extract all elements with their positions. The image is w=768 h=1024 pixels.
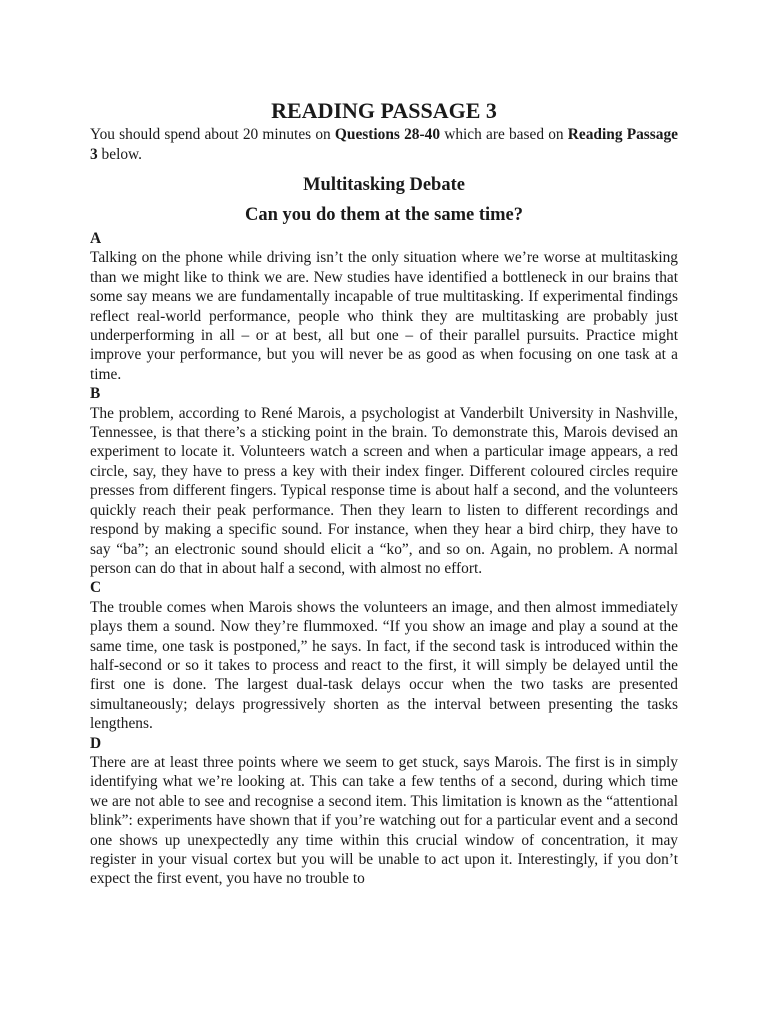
section-paragraph: There are at least three points where we seem to get stuck, says Marois. The first is in simply identifying what we’re looking at. This can take a few tenths of a second, during which time we are not able to see and recognise a second item. This limitation is known as the “attentional blink”: experiments have shown that if you’re watching out for a particular event and a second one shows up unexpectedly any time within this crucial window of concentration, it may register in your visual cortex but you will be unable to act upon it. Interestingly, if you don’t expect the first event, you have no trouble to (90, 753, 678, 888)
intro-text-1: You should spend about 20 minutes on (90, 126, 335, 143)
section-paragraph: The problem, according to René Marois, a psychologist at Vanderbilt University in Nashville, Tennessee, is that there’s a sticking point in the brain. To demonstrate this, Marois devised an experiment to locate it. Volunteers watch a screen and when a particular image appears, a red circle, say, they have to press a key with their index finger. Different coloured circles require presses from different fingers. Typical response time is about half a second, and the volunteers quickly reach their peak performance. Then they learn to listen to different recordings and respond by making a specific sound. For instance, when they hear a bird chirp, they have to say “ba”; an electronic sound should elicit a “ko”, and so on. Again, no problem. A normal person can do that in about half a second, with almost no effort. (90, 404, 678, 577)
intro-questions: Questions 28-40 (334, 126, 441, 143)
section-c (90, 578, 678, 733)
page-title: READING PASSAGE 3 (271, 98, 497, 123)
section-b (90, 384, 678, 578)
section-letter: C (90, 579, 102, 597)
intro-text-2: which are based on (440, 126, 568, 143)
reading-passage-page (90, 98, 678, 889)
section-paragraph: The trouble comes when Marois shows the volunteers an image, and then almost immediately plays them a sound. Now they’re flummoxed. “If you show an image and play a sound at the same time, one task is postponed,” he says. In fact, if the second task is introduced within the half-second or so it takes to process and react to the first, it will simply be delayed until the first one is done. The largest dual-task delays occur when the two tasks are presented simultaneously; delays progressively shorten as the interval between presenting the tasks lengthens. (90, 598, 678, 733)
section-a (90, 229, 678, 384)
section-paragraph: Talking on the phone while driving isn’t the only situation where we’re worse at multitasking than we might like to think we are. New studies have identified a bottleneck in our brains that some say means we are fundamentally incapable of true multitasking. If experimental findings reflect real-world performance, people who think they are multitasking are probably just underperforming in all – or at best, all but one – of their parallel pursuits. Practice might improve your performance, but you will never be as good as when focusing on one task at a time. (90, 249, 678, 383)
section-letter: D (90, 734, 102, 752)
passage-subtitle: Can you do them at the same time? (245, 205, 523, 225)
intro-text-3: below. (97, 145, 143, 163)
section-letter: A (90, 230, 102, 247)
passage-title: Multitasking Debate (303, 175, 465, 195)
section-letter: B (90, 385, 101, 403)
instructions (90, 125, 678, 164)
passage-body (90, 229, 678, 889)
section-d (90, 734, 678, 889)
intro-passage: Reading Passage 3 (90, 126, 678, 163)
